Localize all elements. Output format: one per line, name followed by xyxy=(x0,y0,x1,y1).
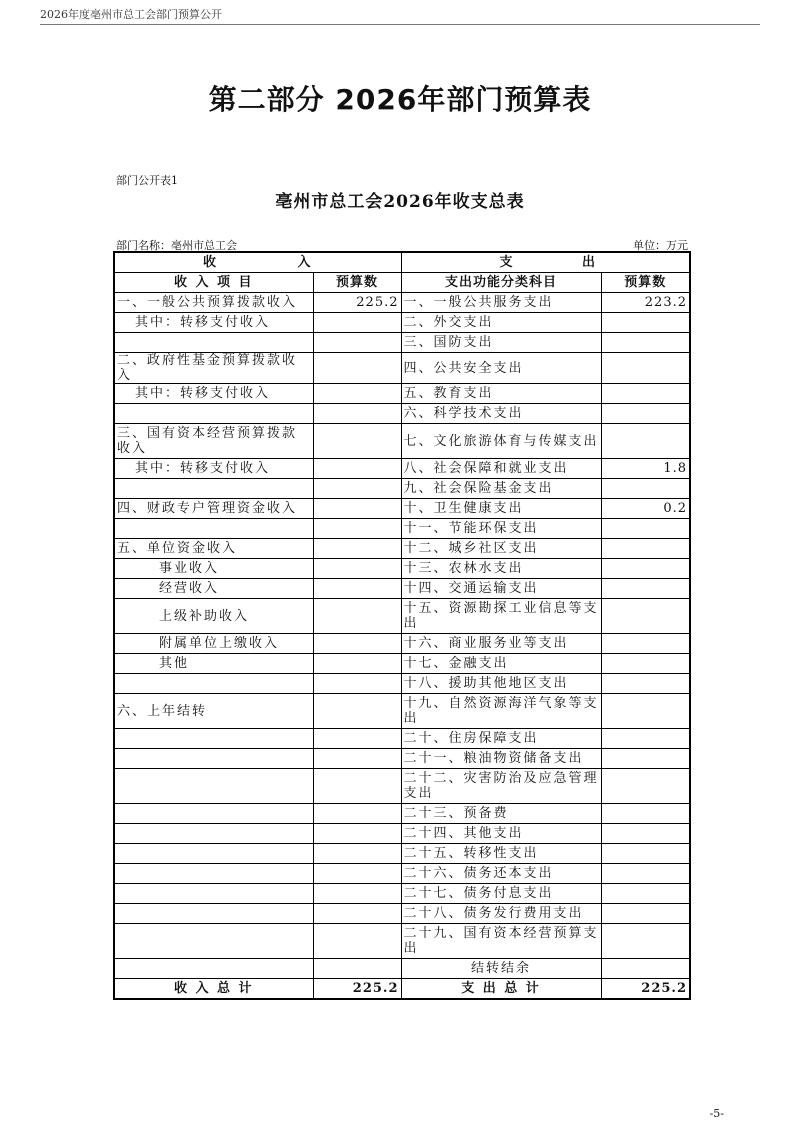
expense-amount-cell xyxy=(601,769,690,804)
income-amount-cell: 225.2 xyxy=(313,293,401,313)
income-amount-cell xyxy=(313,479,401,499)
total-income-label: 收 入 总 计 xyxy=(114,979,313,1000)
expense-amount-cell xyxy=(601,539,690,559)
total-expense-label: 支 出 总 计 xyxy=(401,979,601,1000)
expense-item-cell: 二十五、转移性支出 xyxy=(401,844,601,864)
table-row xyxy=(114,769,690,804)
table-row xyxy=(114,749,690,769)
expense-item-cell: 二十九、国有资本经营预算支出 xyxy=(401,924,601,959)
expense-item-cell: 十三、农林水支出 xyxy=(401,559,601,579)
expense-amount-cell xyxy=(601,404,690,424)
expense-amount-cell xyxy=(601,864,690,884)
expense-amount-cell xyxy=(601,959,690,979)
income-amount-cell xyxy=(313,844,401,864)
table-row xyxy=(114,904,690,924)
income-amount-cell xyxy=(313,539,401,559)
income-item-cell: 五、单位资金收入 xyxy=(114,539,313,559)
expense-amount-cell xyxy=(601,674,690,694)
income-item-cell xyxy=(114,333,313,353)
running-header: 2026年度亳州市总工会部门预算公开 xyxy=(40,8,222,21)
income-item-cell xyxy=(114,674,313,694)
income-amount-cell xyxy=(313,959,401,979)
income-item-cell: 附属单位上缴收入 xyxy=(114,634,313,654)
income-amount-cell xyxy=(313,384,401,404)
expense-amount-cell xyxy=(601,424,690,459)
income-item-cell: 经营收入 xyxy=(114,579,313,599)
table-row xyxy=(114,579,690,599)
expense-amount-cell xyxy=(601,694,690,729)
table-number: 部门公开表1 xyxy=(116,174,178,187)
expense-amount-cell: 0.2 xyxy=(601,499,690,519)
income-item-cell: 三、国有资本经营预算拨款收入 xyxy=(114,424,313,459)
table-row xyxy=(114,293,690,313)
expense-amount-cell xyxy=(601,519,690,539)
expense-item-cell: 十六、商业服务业等支出 xyxy=(401,634,601,654)
expense-amount-cell xyxy=(601,384,690,404)
income-item-cell xyxy=(114,924,313,959)
table-row xyxy=(114,424,690,459)
expense-item-cell: 二十三、预备费 xyxy=(401,804,601,824)
income-item-cell: 上级补助收入 xyxy=(114,599,313,634)
income-item-cell xyxy=(114,729,313,749)
expense-amount-cell xyxy=(601,579,690,599)
expense-amount-cell xyxy=(601,479,690,499)
income-section-header xyxy=(114,252,401,273)
income-amount-cell xyxy=(313,579,401,599)
income-section-char-1: 收 xyxy=(203,255,219,270)
total-income-value: 225.2 xyxy=(313,979,401,1000)
expense-amount-cell xyxy=(601,884,690,904)
income-amount-cell xyxy=(313,729,401,749)
income-item-cell: 一、一般公共预算拨款收入 xyxy=(114,293,313,313)
income-amount-cell xyxy=(313,519,401,539)
table-row xyxy=(114,333,690,353)
income-amount-cell xyxy=(313,404,401,424)
expense-amount-cell xyxy=(601,904,690,924)
income-item-cell xyxy=(114,479,313,499)
table-row xyxy=(114,499,690,519)
expense-amount-cell xyxy=(601,599,690,634)
income-amount-cell xyxy=(313,599,401,634)
col-income-amount: 预算数 xyxy=(313,273,401,293)
income-amount-cell xyxy=(313,769,401,804)
table-row xyxy=(114,824,690,844)
expense-amount-cell xyxy=(601,559,690,579)
expense-section-char-1: 支 xyxy=(499,255,515,270)
expense-item-cell: 二十、住房保障支出 xyxy=(401,729,601,749)
income-amount-cell xyxy=(313,924,401,959)
col-income-item: 收 入 项 目 xyxy=(114,273,313,293)
table-row xyxy=(114,864,690,884)
income-item-cell xyxy=(114,959,313,979)
expense-item-cell: 四、公共安全支出 xyxy=(401,353,601,384)
expense-amount-cell xyxy=(601,749,690,769)
expense-amount-cell xyxy=(601,333,690,353)
expense-amount-cell xyxy=(601,824,690,844)
expense-item-cell: 二十一、粮油物资储备支出 xyxy=(401,749,601,769)
expense-item-cell: 七、文化旅游体育与传媒支出 xyxy=(401,424,601,459)
income-amount-cell xyxy=(313,499,401,519)
page-title: 第二部分 2026年部门预算表 xyxy=(208,83,592,116)
income-amount-cell xyxy=(313,694,401,729)
table-row xyxy=(114,519,690,539)
expense-item-cell: 十九、自然资源海洋气象等支出 xyxy=(401,694,601,729)
table-row xyxy=(114,539,690,559)
column-header-row xyxy=(114,273,690,293)
table-row xyxy=(114,729,690,749)
expense-amount-cell xyxy=(601,313,690,333)
unit-label: 单位：万元 xyxy=(633,239,688,252)
table-row xyxy=(114,479,690,499)
expense-amount-cell xyxy=(601,729,690,749)
expense-item-cell: 二十八、债务发行费用支出 xyxy=(401,904,601,924)
section-header-row xyxy=(114,252,690,273)
income-amount-cell xyxy=(313,424,401,459)
income-amount-cell xyxy=(313,804,401,824)
income-item-cell xyxy=(114,404,313,424)
income-amount-cell xyxy=(313,884,401,904)
table-row xyxy=(114,559,690,579)
income-amount-cell xyxy=(313,824,401,844)
income-item-cell: 其他 xyxy=(114,654,313,674)
expense-item-cell: 十八、援助其他地区支出 xyxy=(401,674,601,694)
table-row xyxy=(114,599,690,634)
expense-section-char-2: 出 xyxy=(581,255,597,270)
expense-item-cell: 二十六、债务还本支出 xyxy=(401,864,601,884)
income-item-cell: 其中：转移支付收入 xyxy=(114,384,313,404)
expense-item-cell: 二、外交支出 xyxy=(401,313,601,333)
income-item-cell xyxy=(114,824,313,844)
income-item-cell: 事业收入 xyxy=(114,559,313,579)
expense-amount-cell xyxy=(601,353,690,384)
income-item-cell xyxy=(114,519,313,539)
expense-section-header xyxy=(401,252,690,273)
income-amount-cell xyxy=(313,654,401,674)
income-item-cell xyxy=(114,904,313,924)
expense-amount-cell: 223.2 xyxy=(601,293,690,313)
income-amount-cell xyxy=(313,333,401,353)
income-section-char-2: 入 xyxy=(297,255,313,270)
department-name: 部门名称：亳州市总工会 xyxy=(116,239,237,252)
table-row xyxy=(114,884,690,904)
income-item-cell xyxy=(114,844,313,864)
col-expense-amount: 预算数 xyxy=(601,273,690,293)
income-item-cell: 其中：转移支付收入 xyxy=(114,313,313,333)
total-expense-value: 225.2 xyxy=(601,979,690,1000)
table-row xyxy=(114,959,690,979)
table-row xyxy=(114,674,690,694)
expense-amount-cell xyxy=(601,634,690,654)
income-item-cell: 二、政府性基金预算拨款收入 xyxy=(114,353,313,384)
table-row xyxy=(114,924,690,959)
expense-item-cell: 二十七、债务付息支出 xyxy=(401,884,601,904)
table-row xyxy=(114,459,690,479)
expense-item-cell: 十七、金融支出 xyxy=(401,654,601,674)
expense-item-cell: 三、国防支出 xyxy=(401,333,601,353)
income-amount-cell xyxy=(313,749,401,769)
income-item-cell xyxy=(114,804,313,824)
income-amount-cell xyxy=(313,674,401,694)
expense-item-cell: 八、社会保障和就业支出 xyxy=(401,459,601,479)
table-row xyxy=(114,384,690,404)
table-title: 亳州市总工会2026年收支总表 xyxy=(275,192,525,212)
income-item-cell xyxy=(114,864,313,884)
income-amount-cell xyxy=(313,459,401,479)
expense-item-cell: 二十二、灾害防治及应急管理支出 xyxy=(401,769,601,804)
table-row xyxy=(114,654,690,674)
expense-item-cell: 六、科学技术支出 xyxy=(401,404,601,424)
income-amount-cell xyxy=(313,353,401,384)
page-number: -5- xyxy=(709,1107,724,1120)
table-row xyxy=(114,694,690,729)
budget-summary-table xyxy=(113,251,691,1000)
table-row xyxy=(114,313,690,333)
expense-item-cell: 十二、城乡社区支出 xyxy=(401,539,601,559)
expense-item-cell: 十五、资源勘探工业信息等支出 xyxy=(401,599,601,634)
expense-item-cell: 二十四、其他支出 xyxy=(401,824,601,844)
income-amount-cell xyxy=(313,864,401,884)
income-item-cell xyxy=(114,769,313,804)
table-row xyxy=(114,634,690,654)
expense-amount-cell xyxy=(601,804,690,824)
income-amount-cell xyxy=(313,904,401,924)
expense-amount-cell xyxy=(601,844,690,864)
col-expense-item: 支出功能分类科目 xyxy=(401,273,601,293)
income-item-cell: 其中：转移支付收入 xyxy=(114,459,313,479)
expense-item-cell: 五、教育支出 xyxy=(401,384,601,404)
expense-item-cell: 十一、节能环保支出 xyxy=(401,519,601,539)
total-row xyxy=(114,979,690,1000)
table-row xyxy=(114,404,690,424)
income-amount-cell xyxy=(313,559,401,579)
table-row xyxy=(114,844,690,864)
income-amount-cell xyxy=(313,634,401,654)
income-item-cell xyxy=(114,749,313,769)
expense-amount-cell xyxy=(601,924,690,959)
income-item-cell: 六、上年结转 xyxy=(114,694,313,729)
income-item-cell: 四、财政专户管理资金收入 xyxy=(114,499,313,519)
header-divider xyxy=(40,24,760,25)
expense-item-cell: 结转结余 xyxy=(401,959,601,979)
expense-item-cell: 十四、交通运输支出 xyxy=(401,579,601,599)
income-amount-cell xyxy=(313,313,401,333)
expense-amount-cell xyxy=(601,654,690,674)
expense-item-cell: 九、社会保险基金支出 xyxy=(401,479,601,499)
expense-amount-cell: 1.8 xyxy=(601,459,690,479)
income-item-cell xyxy=(114,884,313,904)
expense-item-cell: 一、一般公共服务支出 xyxy=(401,293,601,313)
expense-item-cell: 十、卫生健康支出 xyxy=(401,499,601,519)
table-row xyxy=(114,353,690,384)
table-row xyxy=(114,804,690,824)
